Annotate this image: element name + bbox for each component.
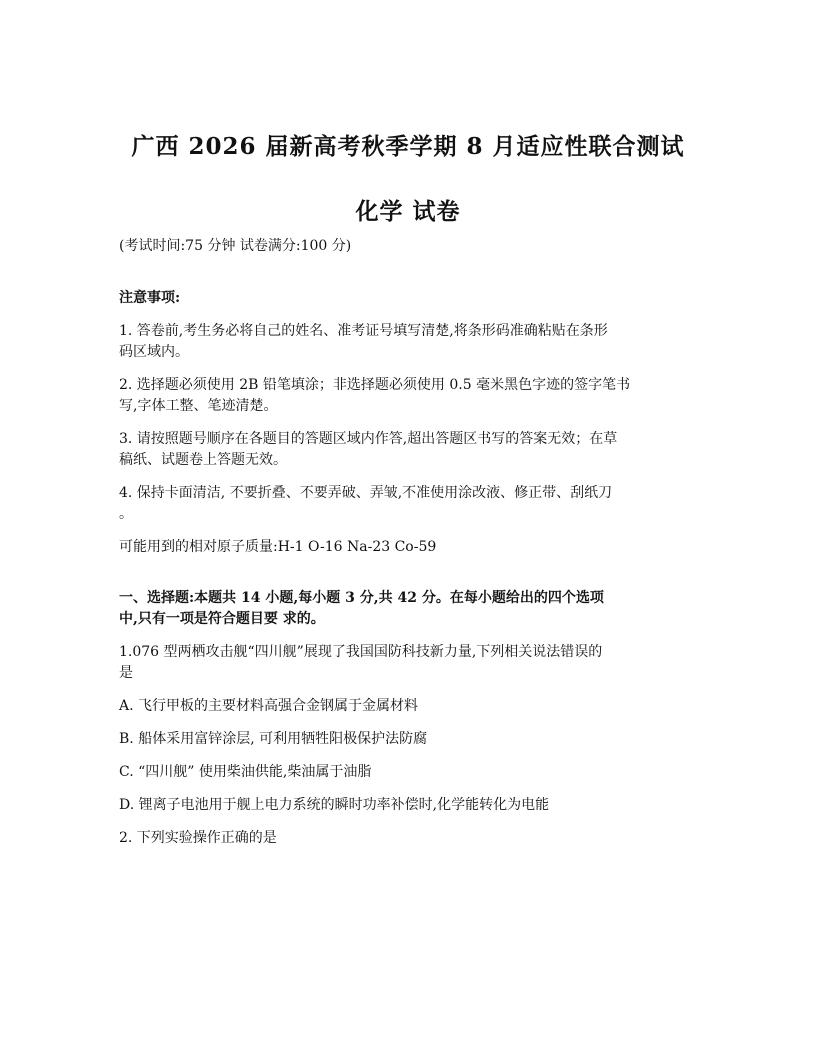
notice-item-3-line1: 3. 请按照题号顺序在各题目的答题区域内作答,超出答题区书写的答案无效；在草 <box>119 431 618 447</box>
question-2-stem: 2. 下列实验操作正确的是 <box>119 830 277 846</box>
notice-item-1-line1: 1. 答卷前,考生务必将自己的姓名、准考证号填写清楚,将条形码准确粘贴在条形 <box>119 323 608 339</box>
notice-item-4-line1: 4. 保持卡面清洁, 不要折叠、不要弄破、弄皱,不准使用涂改液、修正带、刮纸刀 <box>119 485 613 501</box>
exam-subtitle: 化学 试卷 <box>355 198 461 225</box>
question-1-option-a: A. 飞行甲板的主要材料高强合金钢属于金属材料 <box>119 698 419 714</box>
notice-item-4-line2: 。 <box>119 506 133 522</box>
question-1-option-b: B. 船体采用富锌涂层, 可利用牺牲阳极保护法防腐 <box>119 731 428 747</box>
question-1-stem-line1: 1.076 型两栖攻击舰“四川舰”展现了我国国防科技新力量,下列相关说法错误的 <box>119 644 603 660</box>
section1-heading-line1: 一、选择题:本题共 14 小题,每小题 3 分,共 42 分。在每小题给出的四个选项 <box>119 590 604 606</box>
question-1-option-c: C. “四川舰” 使用柴油供能,柴油属于油脂 <box>119 764 372 780</box>
notice-heading: 注意事项: <box>119 290 181 306</box>
atomic-masses: 可能用到的相对原子质量:H-1 O-16 Na-23 Co-59 <box>119 539 437 555</box>
section1-heading-line2: 中,只有一项是符合题目要 求的。 <box>119 611 325 627</box>
notice-item-2-line2: 写,字体工整、笔迹清楚。 <box>119 398 278 414</box>
exam-title: 广西 2026 届新高考秋季学期 8 月适应性联合测试 <box>131 133 685 160</box>
notice-item-2-line1: 2. 选择题必须使用 2B 铅笔填涂；非选择题必须使用 0.5 毫米黑色字迹的签字笔书 <box>119 377 631 393</box>
exam-info: (考试时间:75 分钟 试卷满分:100 分) <box>119 238 352 254</box>
question-1-option-d: D. 锂离子电池用于舰上电力系统的瞬时功率补偿时,化学能转化为电能 <box>119 797 550 813</box>
notice-item-3-line2: 稿纸、试题卷上答题无效。 <box>119 452 287 468</box>
notice-item-1-line2: 码区域内。 <box>119 344 189 360</box>
question-1-stem-line2: 是 <box>119 665 133 681</box>
